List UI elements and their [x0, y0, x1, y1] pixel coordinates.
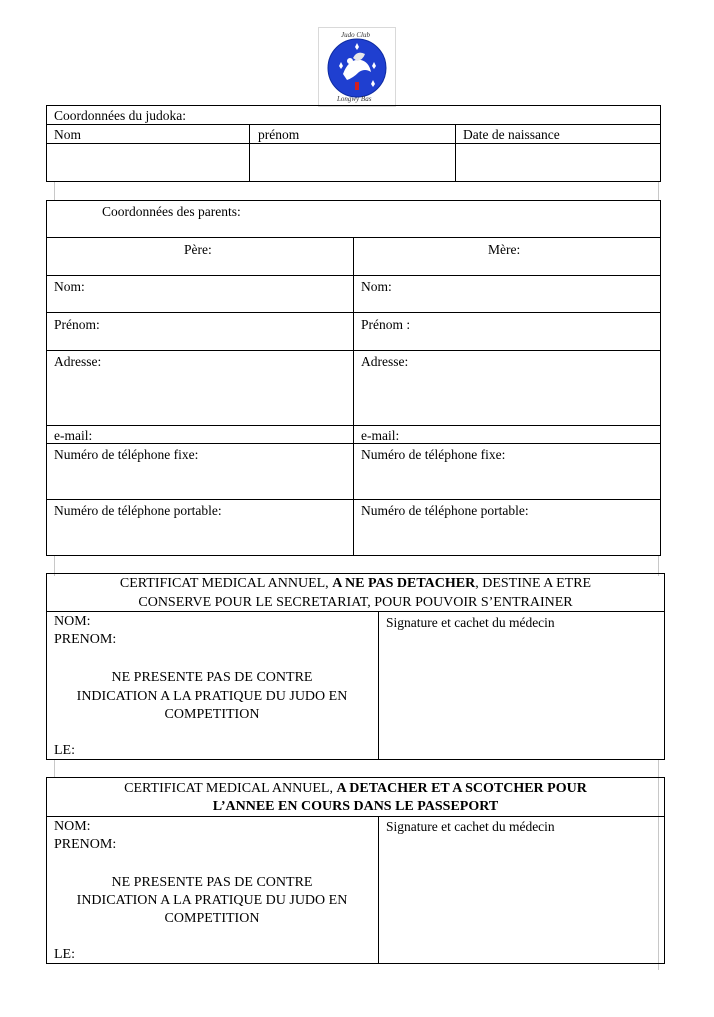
certificate-keep-date-label: LE: — [54, 743, 75, 758]
mere-header: Mère: — [488, 242, 521, 257]
guide-line — [54, 760, 55, 778]
certificate-detach-body-line1: NE PRESENTE PAS DE CONTRE — [111, 875, 313, 890]
logo-bottom-text: Longwy Bas — [337, 95, 372, 103]
mere-email-label: e-mail: — [361, 428, 400, 443]
certificate-detach-body-line2: INDICATION A LA PRATIQUE DU JUDO EN — [76, 893, 348, 908]
certificate-keep-title-line1: CERTIFICAT MEDICAL ANNUEL, A NE PAS DETACHER, DESTINE A ETRE — [119, 576, 592, 591]
certificate-keep-body-line2: INDICATION A LA PRATIQUE DU JUDO EN — [76, 689, 348, 704]
pere-prenom-label: Prénom: — [54, 317, 100, 332]
certificate-detach-title-line2: L’ANNEE EN COURS DANS LE PASSEPORT — [212, 799, 499, 814]
mere-tel-fixe-label: Numéro de téléphone fixe: — [361, 447, 506, 462]
pere-nom-label: Nom: — [54, 279, 85, 294]
certificate-keep-signature-label: Signature et cachet du médecin — [386, 615, 555, 630]
mere-prenom-label: Prénom : — [361, 317, 411, 332]
judoka-prenom-header: prénom — [258, 127, 300, 142]
judoka-nom-header: Nom — [54, 127, 81, 142]
pere-tel-fixe-label: Numéro de téléphone fixe: — [54, 447, 199, 462]
guide-line — [54, 181, 55, 201]
certificate-keep-body-line1: NE PRESENTE PAS DE CONTRE — [111, 670, 313, 685]
logo-top-text: Judo Club — [341, 31, 370, 39]
judoka-title: Coordonnées du judoka: — [54, 108, 186, 123]
certificate-detach-body-line3: COMPETITION — [164, 911, 260, 926]
mere-adresse-label: Adresse: — [361, 354, 409, 369]
pere-email-label: e-mail: — [54, 428, 93, 443]
certificate-keep-title-line2: CONSERVE POUR LE SECRETARIAT, POUR POUVOIR S’ENTRAINER — [138, 595, 573, 610]
certificate-detach-date-label: LE: — [54, 947, 75, 962]
club-logo — [318, 27, 396, 107]
pere-header: Père: — [184, 242, 212, 257]
certificate-detach-title-line1: CERTIFICAT MEDICAL ANNUEL, A DETACHER ET A SCOTCHER POUR — [124, 781, 587, 796]
certificate-keep-nom-label: NOM: — [54, 614, 91, 629]
pere-tel-portable-label: Numéro de téléphone portable: — [54, 503, 222, 518]
certificate-keep-body-line3: COMPETITION — [164, 707, 260, 722]
certificate-detach-prenom-label: PRENOM: — [54, 837, 117, 852]
judoka-nom-field[interactable] — [47, 144, 249, 181]
judoka-birthdate-field[interactable] — [456, 144, 660, 181]
mere-tel-portable-label: Numéro de téléphone portable: — [361, 503, 529, 518]
pere-adresse-label: Adresse: — [54, 354, 102, 369]
certificate-detach-signature-label: Signature et cachet du médecin — [386, 819, 555, 834]
certificate-detach-signature-area[interactable] — [379, 836, 664, 963]
parents-title: Coordonnées des parents: — [102, 204, 241, 219]
certificate-detach-nom-label: NOM: — [54, 819, 91, 834]
judoka-birthdate-header: Date de naissance — [463, 127, 560, 142]
judoka-prenom-field[interactable] — [250, 144, 455, 181]
mere-nom-label: Nom: — [361, 279, 392, 294]
certificate-keep-signature-area[interactable] — [379, 632, 664, 759]
guide-line — [658, 181, 659, 201]
certificate-keep-prenom-label: PRENOM: — [54, 632, 117, 647]
